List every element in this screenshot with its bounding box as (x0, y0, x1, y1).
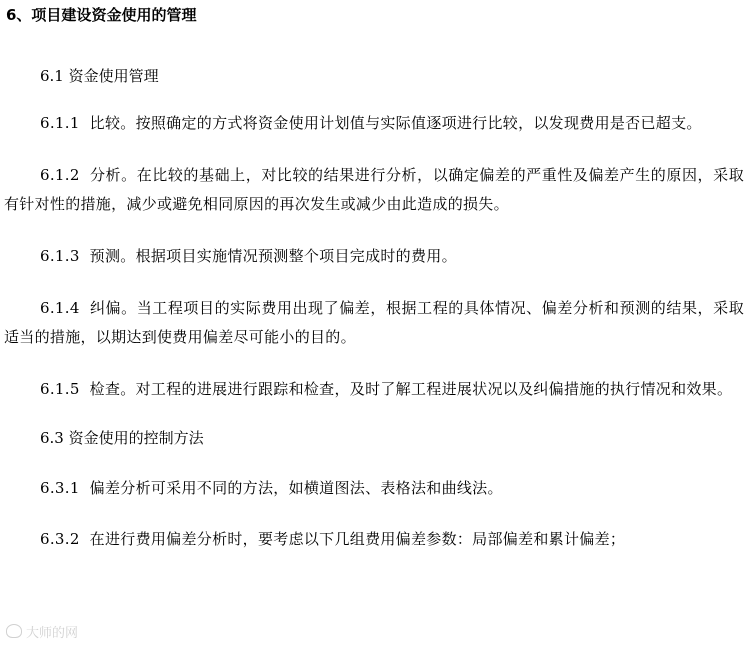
paragraph-6-3-1 (4, 474, 744, 503)
item-number: 6.1.3 (40, 247, 80, 265)
subsection-title-6-3: 6.3 资金使用的控制方法 (40, 429, 204, 447)
section-heading: 6、项目建设资金使用的管理 (6, 6, 197, 24)
item-text: 偏差分析可采用不同的方法，如横道图法、表格法和曲线法。 (89, 479, 503, 497)
item-number: 6.1.1 (40, 114, 80, 132)
item-number: 6.1.2 (40, 166, 80, 184)
subsection-title-6-1: 6.1 资金使用管理 (40, 67, 159, 85)
item-text: 预测。根据项目实施情况预测整个项目完成时的费用。 (89, 247, 457, 265)
item-text: 分析。在比较的基础上，对比较的结果进行分析，以确定偏差的严重性及偏差产生的原因，采取有针对性的措施，减少或避免相同原因的再次发生或减少由此造成的损失。 (4, 166, 744, 213)
item-text: 比较。按照确定的方式将资金使用计划值与实际值逐项进行比较，以发现费用是否已超支。 (89, 114, 702, 132)
item-number: 6.3.1 (40, 479, 80, 497)
paragraph-6-1-4 (4, 294, 744, 352)
paragraph-6-3-2 (4, 525, 744, 554)
paragraph-6-1-3 (4, 242, 744, 271)
item-text: 检查。对工程的进展进行跟踪和检查，及时了解工程进展状况以及纠偏措施的执行情况和效果。 (89, 380, 733, 398)
paragraph-6-1-2 (4, 161, 744, 219)
watermark-text: 大师的网 (26, 625, 79, 641)
item-number: 6.1.4 (40, 299, 80, 317)
paragraph-6-1-5 (4, 375, 744, 404)
item-text: 纠偏。当工程项目的实际费用出现了偏差，根据工程的具体情况、偏差分析和预测的结果，采取适当的措施，以期达到使费用偏差尽可能小的目的。 (4, 299, 744, 346)
item-text: 在进行费用偏差分析时，要考虑以下几组费用偏差参数：局部偏差和累计偏差； (89, 530, 626, 548)
item-number: 6.3.2 (40, 530, 80, 548)
item-number: 6.1.5 (40, 380, 80, 398)
paragraph-6-1-1 (4, 109, 744, 138)
